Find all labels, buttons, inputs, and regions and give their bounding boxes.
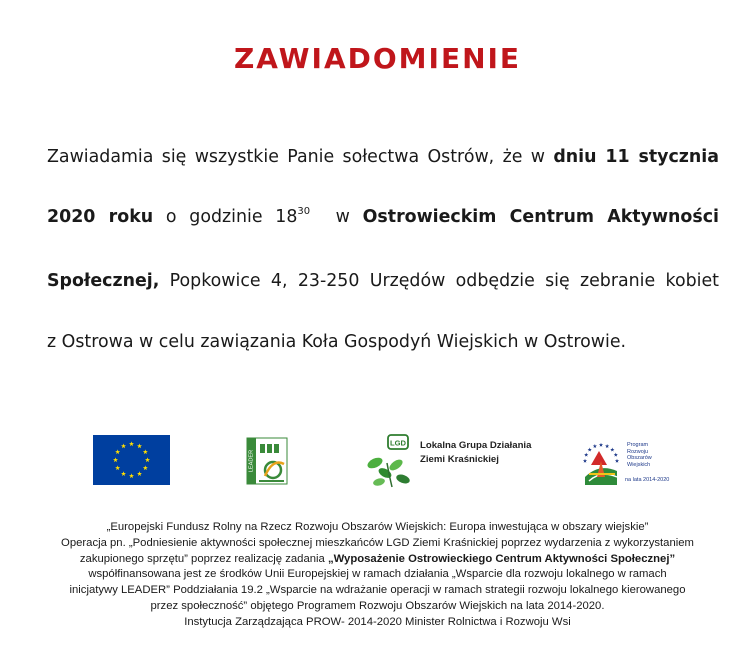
funding-footer: [20, 520, 735, 631]
footer-line-2: Operacja pn. „Podniesienie aktywności społecznej mieszkańców LGD Ziemi Kraśnickiej poprzez wydarzenia z wykorzystaniem: [61, 536, 694, 549]
lgd-logo: [365, 433, 532, 489]
leader-logo: [243, 436, 291, 486]
lgd-leaves-icon: [365, 433, 420, 489]
prow-line4: Wiejskich: [627, 461, 651, 468]
prow-line3: Obszarów: [627, 455, 652, 461]
footer-line-4: współfinansowana jest ze środków Unii Europejskiej w ramach działania „Wsparcie dla rozwoju lokalnego w ramach: [88, 568, 667, 581]
prow-logo: [579, 437, 670, 487]
prow-star-icon: [614, 453, 618, 457]
footer-line-1: „Europejski Fundusz Rolny na Rzecz Rozwoju Obszarów Wiejskich: Europa inwestująca w obszary wiejskie”: [106, 521, 649, 533]
prow-star-icon: [599, 443, 603, 447]
lgd-name-line2: Ziemi Kraśnickiej: [420, 454, 499, 465]
footer-line-7: Instytucja Zarządzająca PROW- 2014-2020 Minister Rolnictwa i Rozwoju Wsi: [184, 615, 571, 628]
prow-star-icon: [605, 444, 609, 448]
prow-star-icon: [588, 447, 592, 451]
notice-line-1: Zawiadamia się wszystkie Panie sołectwa Ostrów, że w dniu 11 stycznia: [47, 147, 719, 167]
page-title: ZAWIADOMIENIE: [233, 42, 522, 75]
prow-line2: Rozwoju: [627, 448, 649, 455]
notice-line-4: z Ostrowa w celu zawiązania Koła Gospodyń Wiejskich w Ostrowie.: [47, 332, 627, 352]
notice-line-3: Społecznej, Popkowice 4, 23-250 Urzędów odbędzie się zebranie kobiet: [47, 271, 719, 291]
footer-line-3: zakupionego sprzętu” poprzez realizację zadania „Wyposażenie Ostrowieckiego Centrum Aktywności Społecznej”: [79, 552, 676, 565]
prow-star-icon: [610, 447, 614, 451]
leader-label: LEADER: [248, 449, 255, 473]
prow-line1: Program: [627, 442, 649, 448]
lgd-name-line1: Lokalna Grupa Działania: [420, 440, 532, 451]
prow-star-icon: [583, 459, 587, 463]
footer-line-6: przez społeczność” objętego Programem Rozwoju Obszarów Wiejskich na lata 2014-2020.: [150, 599, 605, 612]
time-minutes: 30: [297, 206, 311, 217]
lgd-badge: LGD: [389, 438, 407, 448]
footer-line-5: inicjatywy LEADER” Poddziałania 19.2 „Wsparcie na wdrażanie operacji w ramach strategii rozwoju lokalnego kierowanego: [69, 584, 686, 597]
eu-flag-logo: [93, 435, 170, 485]
prow-emblem-icon: [579, 437, 625, 487]
prow-years: na lata 2014-2020: [625, 477, 670, 483]
notice-line-2: 2020 roku o godzinie $18^{30}$ w Ostrowieckim Centrum Aktywności: [47, 206, 719, 227]
prow-star-icon: [593, 444, 597, 448]
prow-star-icon: [615, 459, 619, 463]
prow-star-icon: [584, 453, 588, 457]
